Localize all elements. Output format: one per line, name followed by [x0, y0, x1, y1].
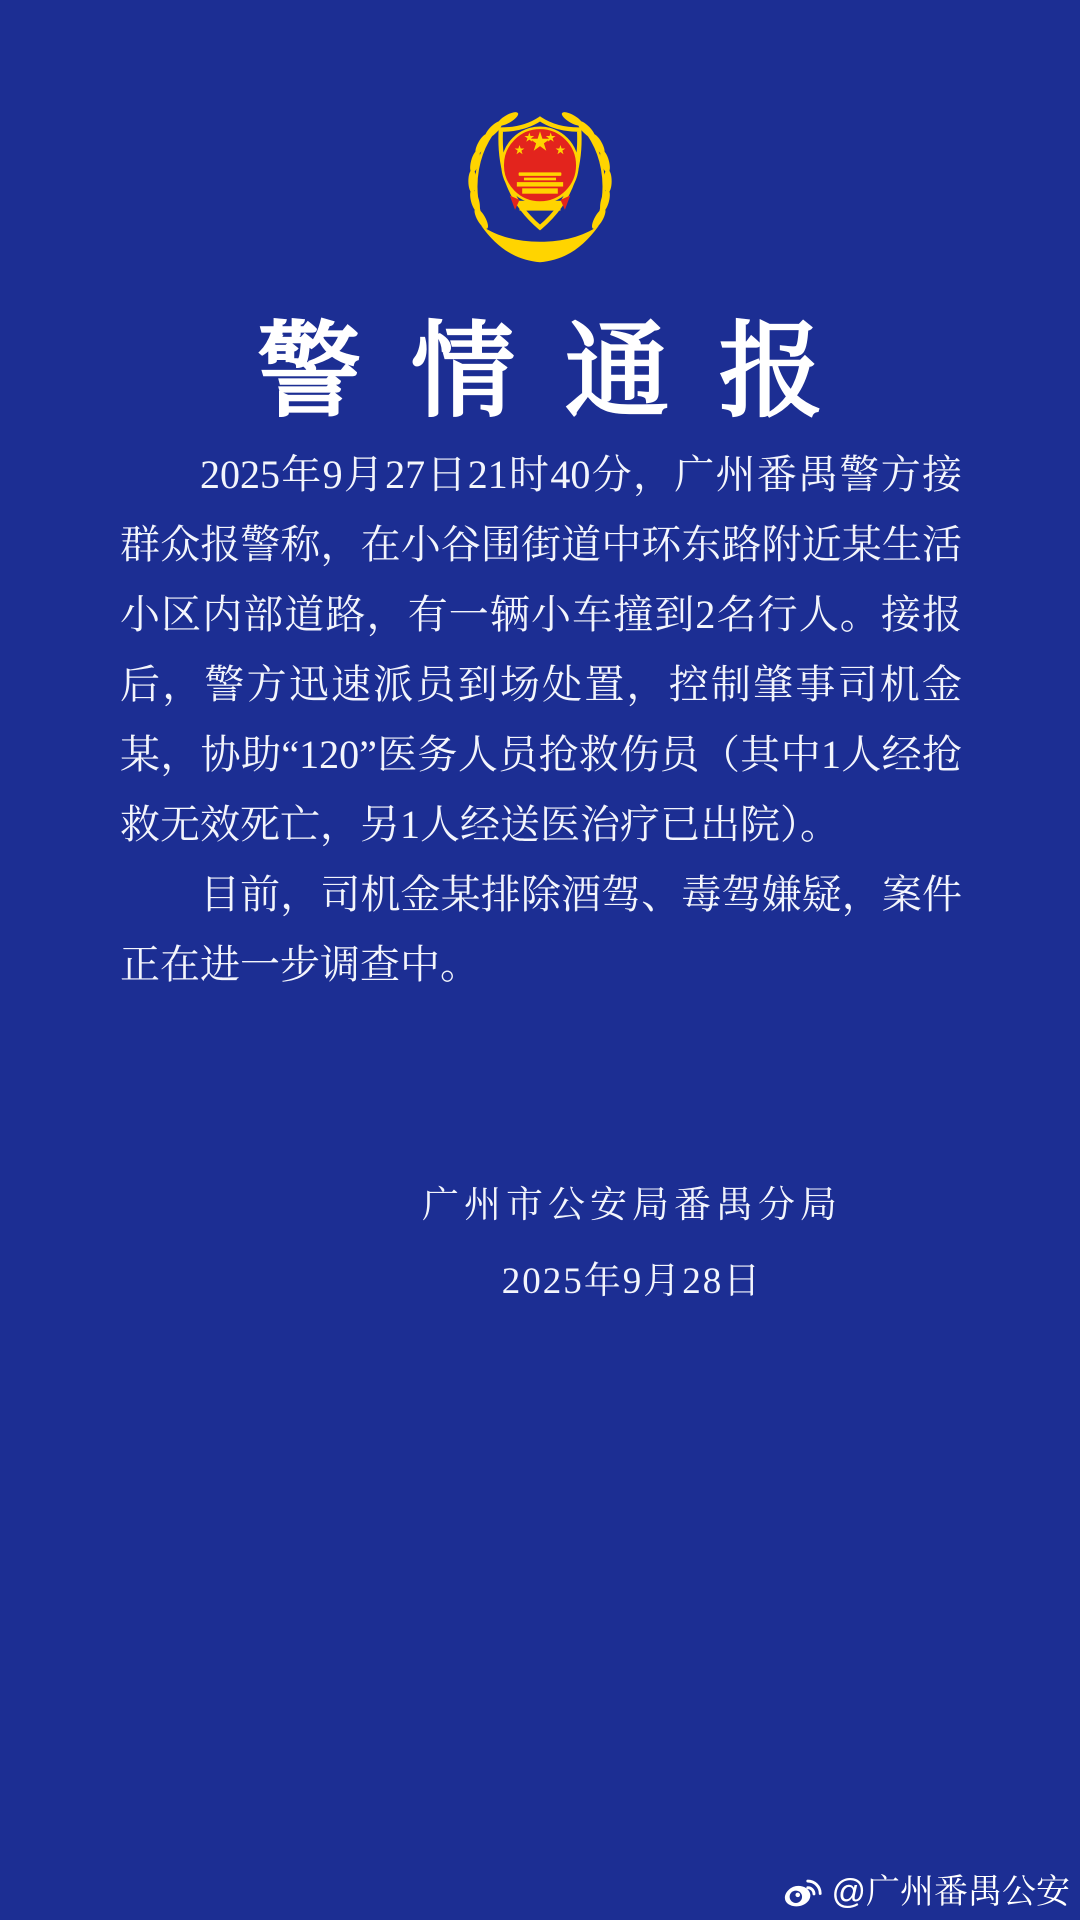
notice-paragraph-2: 目前，司机金某排除酒驾、毒驾嫌疑，案件正在进一步调查中。	[120, 872, 962, 987]
notice-title: 警情通报	[257, 315, 873, 430]
notice-date: 2025年9月28日	[501, 1261, 763, 1302]
weibo-handle: @广州番禺公安	[831, 1873, 1070, 1911]
signature-block	[184, 1183, 1080, 1304]
notice-body	[120, 440, 962, 1000]
police-badge-icon	[449, 94, 631, 272]
watermark	[782, 1872, 1070, 1912]
weibo-icon	[782, 1875, 824, 1910]
notice-paragraph-1: 2025年9月27日21时40分，广州番禺警方接群众报警称，在小谷围街道中环东路附近某生活小区内部道路，有一辆小车撞到2名行人。接报后，警方迅速派员到场处置，控制肇事司机金某，协助“120”医务人员抢救伤员（其中1人经抢救无效死亡，另1人经送医治疗已出院）。	[120, 452, 962, 847]
issuing-agency: 广州市公安局番禺分局	[422, 1185, 842, 1226]
